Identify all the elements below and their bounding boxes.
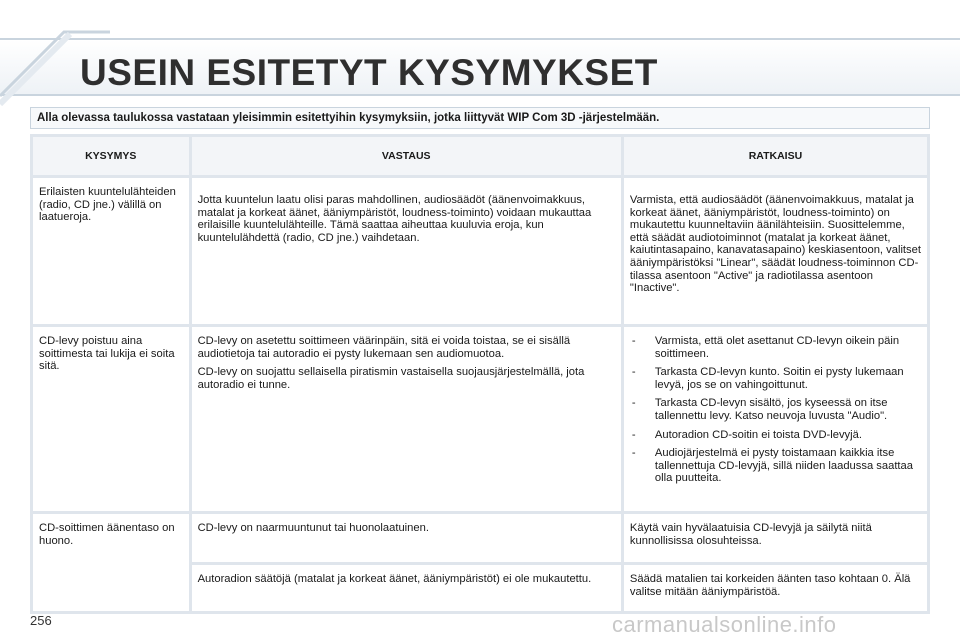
answer-text: CD-levy on naarmuuntunut tai huonolaatuinen. <box>197 522 429 534</box>
solution-list-item: - Audiojärjestelmä ei pysty toistamaan kaikkia itse tallennettuja CD-levyjä, sillä niiden laadussa saattaa olla puutteita. <box>630 447 921 485</box>
column-header-solution: RATKAISU <box>624 137 927 175</box>
table-header-row <box>33 137 927 175</box>
column-header-answer: VASTAUS <box>192 137 621 175</box>
answer-cell <box>192 565 621 611</box>
answer-paragraph: CD-levy on suojattu sellaisella piratismin vastaisella suojausjärjestelmällä, jota autoradio ei tunne. <box>197 366 585 391</box>
answer-cell <box>192 178 621 324</box>
page-number: 256 <box>30 613 52 628</box>
solution-text: Säädä matalien tai korkeiden äänten taso kohtaan 0. Älä valitse mitään ääniympäristöä. <box>629 573 911 598</box>
watermark: carmanualsonline.info <box>612 612 837 637</box>
table-row <box>33 514 927 562</box>
solution-text: Käytä vain hyvälaatuisia CD-levyjä ja säilytä niitä kunnollisissa olosuhteissa. <box>629 522 872 547</box>
solution-list-item: - Varmista, että olet asettanut CD-levyn oikein päin soittimeen. <box>630 335 921 360</box>
solution-list-item: - Autoradion CD-soitin ei toista DVD-levyjä. <box>630 429 921 442</box>
question-cell <box>33 178 189 324</box>
solution-list-item: - Tarkasta CD-levyn kunto. Soitin ei pysty lukemaan levyä, jos se on vahingoittunut. <box>630 366 921 391</box>
answer-cell <box>192 327 621 511</box>
table-row <box>33 178 927 324</box>
solution-list <box>630 335 921 485</box>
answer-paragraph: CD-levy on asetettu soittimeen väärinpäin, sitä ei voida toistaa, se ei sisällä audiotietoja tai autoradio ei pysty lukemaan sen audiomuotoa. <box>197 335 571 360</box>
question-cell <box>33 514 189 611</box>
solution-cell <box>624 327 927 511</box>
solution-text: Varmista, että audiosäädöt (äänenvoimakkuus, matalat ja korkeat äänet, ääniympäristöt, loudness-toiminto) on mukautettu kuunneltaviin äänilähteisiin. Suosittelemme, että säädät audiotoiminnot (matalat ja korkeat äänet, kaiutintasapaino, kanavatasapaino) keskiasentoon, valitset ääniympäristöksi "Linear", säädät loudness-toiminnon CD-tilassa asentoon "Active" ja radiotilassa asentoon "Inactive". <box>629 194 921 295</box>
answer-cell <box>192 514 621 562</box>
solution-cell <box>624 514 927 562</box>
table-row <box>33 327 927 511</box>
solution-list-item: - Tarkasta CD-levyn sisältö, jos kyseessä on itse tallennettu levy. Katso neuvoja luvusta "Audio". <box>630 397 921 422</box>
question-text: CD-soittimen äänentaso on huono. <box>39 522 175 547</box>
question-text: Erilaisten kuuntelulähteiden (radio, CD jne.) välillä on laatueroja. <box>39 186 176 224</box>
answer-text: Jotta kuuntelun laatu olisi paras mahdollinen, audiosäädöt (äänenvoimakkuus, matalat ja korkeat äänet, ääniympäristöt, loudness-toiminto) voidaan mukauttaa erilaisille kuuntelulähteille. Tämä saattaa aiheuttaa kuuluvia eroja, kun kuuntelulähdettä (radio, CD jne.) vaihdetaan. <box>197 194 592 244</box>
faq-table <box>30 134 930 614</box>
question-text: CD-levy poistuu aina soittimesta tai lukija ei soita sitä. <box>39 335 175 373</box>
solution-cell <box>624 178 927 324</box>
question-cell <box>33 327 189 511</box>
answer-text: Autoradion säätöjä (matalat ja korkeat äänet, ääniympäristöt) ei ole mukautettu. <box>197 573 592 585</box>
solution-cell <box>624 565 927 611</box>
intro-text: Alla olevassa taulukossa vastataan yleisimmin esitettyihin kysymyksiin, jotka liittyvät WIP Com 3D -järjestelmään. <box>30 107 930 129</box>
page-title: USEIN ESITETYT KYSYMYKSET <box>80 52 658 93</box>
column-header-question: KYSYMYS <box>33 137 189 175</box>
